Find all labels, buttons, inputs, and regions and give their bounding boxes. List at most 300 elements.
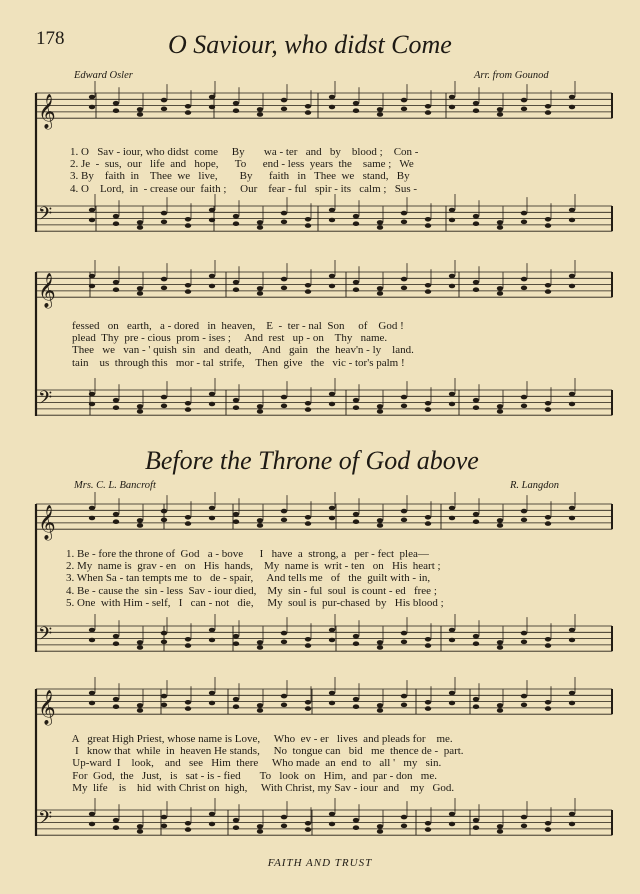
note-head bbox=[377, 645, 383, 650]
note-head bbox=[449, 701, 455, 706]
note-head bbox=[521, 98, 527, 103]
note-head bbox=[185, 407, 191, 412]
note-head bbox=[353, 634, 359, 639]
note-head bbox=[425, 407, 431, 412]
note-head bbox=[473, 214, 479, 219]
hymn-title: O Saviour, who didst Come bbox=[168, 30, 452, 59]
note-head bbox=[425, 706, 431, 711]
note-head bbox=[305, 104, 311, 109]
note-head bbox=[161, 211, 167, 216]
note-head bbox=[209, 105, 215, 110]
note-head bbox=[89, 402, 95, 407]
note-head bbox=[281, 631, 287, 636]
note-head bbox=[497, 409, 503, 414]
note-head bbox=[257, 404, 263, 409]
note-head bbox=[281, 395, 287, 400]
note-head bbox=[569, 812, 575, 817]
note-head bbox=[113, 101, 119, 106]
note-head bbox=[569, 628, 575, 633]
note-head bbox=[257, 829, 263, 834]
note-head bbox=[89, 812, 95, 817]
note-head bbox=[329, 516, 335, 521]
note-head bbox=[113, 398, 119, 403]
note-head bbox=[137, 409, 143, 414]
note-head bbox=[233, 825, 239, 830]
note-head bbox=[497, 518, 503, 523]
note-head bbox=[113, 280, 119, 285]
note-head bbox=[305, 821, 311, 826]
lyrics-block: A great High Priest, whose name is Love, Who ev - er lives and pleads for me. I know that while in heaven He stands, No tongue can bid me thence de - part. Up-ward I look, and see Him there Who made an end to all ' my sin. For God, the Just, is sat - is - fied To look on Him, and par - don me. My life is hid with Christ on high, With Christ, my Sav - iour and my God. bbox=[71, 733, 464, 794]
note-head bbox=[257, 286, 263, 291]
note-head bbox=[113, 214, 119, 219]
note-head bbox=[89, 274, 95, 279]
note-head bbox=[137, 286, 143, 291]
note-head bbox=[569, 392, 575, 397]
note-head bbox=[281, 98, 287, 103]
note-head bbox=[281, 107, 287, 112]
note-head bbox=[281, 518, 287, 523]
note-head bbox=[113, 818, 119, 823]
note-head bbox=[281, 703, 287, 708]
note-head bbox=[89, 506, 95, 511]
page-footer: FAITH AND TRUST bbox=[267, 857, 373, 869]
note-head bbox=[89, 208, 95, 213]
note-head bbox=[185, 706, 191, 711]
note-head bbox=[305, 401, 311, 406]
note-head bbox=[329, 392, 335, 397]
note-head bbox=[161, 98, 167, 103]
note-head bbox=[353, 697, 359, 702]
note-head bbox=[305, 289, 311, 294]
note-head bbox=[305, 283, 311, 288]
note-head bbox=[521, 631, 527, 636]
note-head bbox=[281, 815, 287, 820]
note-head bbox=[569, 208, 575, 213]
note-head bbox=[209, 701, 215, 706]
note-head bbox=[497, 824, 503, 829]
note-head bbox=[161, 815, 167, 820]
lyrics-block: 1. Be - fore the throne of God a - bove I have a strong, a per - fect plea— 2. My name is grav - en on His hands, My name is writ - ten on His heart ; 3. When Sa - tan tempts me to de - spair, And tells me of the guilt with - in, 4. Be - cause the sin - less Sav - iour died, My sin - ful soul is count - ed free ; 5. One with Him - self, I can - not die, My soul is pur-chased by His blood ; bbox=[66, 548, 444, 609]
note-head bbox=[185, 521, 191, 526]
note-head bbox=[425, 821, 431, 826]
note-head bbox=[185, 104, 191, 109]
note-head bbox=[89, 822, 95, 827]
note-head bbox=[257, 523, 263, 528]
note-head bbox=[233, 641, 239, 646]
note-head bbox=[497, 286, 503, 291]
hymn-composer: Arr. from Gounod bbox=[474, 70, 549, 81]
note-head bbox=[497, 225, 503, 230]
note-head bbox=[281, 640, 287, 645]
note-head bbox=[185, 217, 191, 222]
note-head bbox=[209, 691, 215, 696]
treble-clef-icon: 𝄞 bbox=[38, 505, 56, 541]
note-head bbox=[425, 289, 431, 294]
note-head bbox=[161, 107, 167, 112]
note-head bbox=[497, 220, 503, 225]
note-head bbox=[161, 509, 167, 514]
note-head bbox=[473, 101, 479, 106]
note-head bbox=[473, 405, 479, 410]
note-head bbox=[257, 107, 263, 112]
note-head bbox=[377, 107, 383, 112]
note-head bbox=[473, 818, 479, 823]
note-head bbox=[233, 519, 239, 524]
note-head bbox=[161, 703, 167, 708]
note-head bbox=[209, 208, 215, 213]
note-head bbox=[89, 105, 95, 110]
note-head bbox=[353, 405, 359, 410]
note-head bbox=[401, 815, 407, 820]
note-head bbox=[521, 703, 527, 708]
note-head bbox=[89, 284, 95, 289]
note-head bbox=[233, 697, 239, 702]
lyrics-block: 1. O Sav - iour, who didst come By wa - ter and by blood ; Con - 2. Je - sus, our life and hope, To end - less years the same ; We 3. By faith in Thee we live, By faith in Thee we stand, By 4. O Lord, in - crease our faith ; Our fear - ful spir - its calm ; Sus - bbox=[70, 146, 419, 195]
note-head bbox=[377, 225, 383, 230]
note-head bbox=[473, 704, 479, 709]
note-head bbox=[89, 628, 95, 633]
note-head bbox=[185, 223, 191, 228]
note-head bbox=[401, 277, 407, 282]
note-head bbox=[569, 516, 575, 521]
note-head bbox=[353, 519, 359, 524]
note-head bbox=[329, 274, 335, 279]
note-head bbox=[353, 101, 359, 106]
note-head bbox=[209, 274, 215, 279]
note-head bbox=[89, 392, 95, 397]
note-head bbox=[329, 218, 335, 223]
note-head bbox=[521, 220, 527, 225]
note-head bbox=[377, 640, 383, 645]
note-head bbox=[257, 824, 263, 829]
note-head bbox=[233, 101, 239, 106]
note-head bbox=[425, 401, 431, 406]
note-head bbox=[497, 640, 503, 645]
note-head bbox=[209, 218, 215, 223]
note-head bbox=[161, 824, 167, 829]
note-head bbox=[497, 645, 503, 650]
note-head bbox=[209, 284, 215, 289]
note-head bbox=[137, 225, 143, 230]
note-head bbox=[569, 822, 575, 827]
note-head bbox=[257, 518, 263, 523]
note-head bbox=[113, 221, 119, 226]
note-head bbox=[281, 211, 287, 216]
note-head bbox=[257, 409, 263, 414]
note-head bbox=[233, 214, 239, 219]
note-head bbox=[425, 700, 431, 705]
note-head bbox=[377, 291, 383, 296]
note-head bbox=[521, 509, 527, 514]
note-head bbox=[305, 700, 311, 705]
note-head bbox=[497, 291, 503, 296]
note-head bbox=[353, 287, 359, 292]
note-head bbox=[185, 700, 191, 705]
hymn-author: Edward Osler bbox=[74, 70, 133, 81]
note-head bbox=[329, 822, 335, 827]
note-head bbox=[89, 638, 95, 643]
note-head bbox=[545, 700, 551, 705]
note-head bbox=[233, 221, 239, 226]
note-head bbox=[473, 519, 479, 524]
note-head bbox=[185, 515, 191, 520]
note-head bbox=[305, 515, 311, 520]
note-head bbox=[305, 217, 311, 222]
note-head bbox=[377, 409, 383, 414]
note-head bbox=[89, 516, 95, 521]
note-head bbox=[497, 708, 503, 713]
note-head bbox=[569, 218, 575, 223]
note-head bbox=[521, 694, 527, 699]
note-head bbox=[449, 812, 455, 817]
note-head bbox=[209, 516, 215, 521]
note-head bbox=[257, 112, 263, 117]
note-head bbox=[449, 638, 455, 643]
note-head bbox=[233, 108, 239, 113]
note-head bbox=[569, 506, 575, 511]
note-head bbox=[449, 284, 455, 289]
note-head bbox=[161, 694, 167, 699]
note-head bbox=[209, 628, 215, 633]
note-head bbox=[401, 286, 407, 291]
note-head bbox=[545, 637, 551, 642]
note-head bbox=[281, 694, 287, 699]
bass-clef-icon: 𝄢 bbox=[38, 204, 53, 229]
note-head bbox=[209, 638, 215, 643]
note-head bbox=[329, 638, 335, 643]
note-head bbox=[257, 703, 263, 708]
note-head bbox=[305, 827, 311, 832]
note-head bbox=[113, 108, 119, 113]
note-head bbox=[401, 395, 407, 400]
note-head bbox=[449, 95, 455, 100]
note-head bbox=[137, 708, 143, 713]
note-head bbox=[161, 640, 167, 645]
note-head bbox=[401, 211, 407, 216]
note-head bbox=[377, 286, 383, 291]
note-head bbox=[377, 112, 383, 117]
note-head bbox=[401, 107, 407, 112]
note-head bbox=[305, 223, 311, 228]
note-head bbox=[473, 398, 479, 403]
note-head bbox=[185, 821, 191, 826]
note-head bbox=[449, 628, 455, 633]
note-head bbox=[449, 402, 455, 407]
note-head bbox=[353, 280, 359, 285]
note-head bbox=[545, 706, 551, 711]
note-head bbox=[305, 706, 311, 711]
note-head bbox=[329, 812, 335, 817]
note-head bbox=[233, 512, 239, 517]
lyrics-block: fessed on earth, a - dored in heaven, E - ter - nal Son of God ! plead Thy pre - cious prom - ises ; And rest up - on Thy name. Thee we van - ' quish sin and death, And gain the heav'n - ly land. tain us through this mor - tal strife, Then give the vic - tor's palm ! bbox=[72, 320, 414, 369]
note-head bbox=[401, 220, 407, 225]
note-head bbox=[185, 643, 191, 648]
note-head bbox=[401, 640, 407, 645]
note-head bbox=[161, 518, 167, 523]
note-head bbox=[425, 110, 431, 115]
note-head bbox=[353, 704, 359, 709]
note-head bbox=[353, 825, 359, 830]
note-head bbox=[545, 821, 551, 826]
note-head bbox=[113, 704, 119, 709]
note-head bbox=[161, 277, 167, 282]
note-head bbox=[473, 221, 479, 226]
note-head bbox=[521, 211, 527, 216]
note-head bbox=[329, 628, 335, 633]
note-head bbox=[281, 286, 287, 291]
note-head bbox=[233, 405, 239, 410]
note-head bbox=[449, 218, 455, 223]
note-head bbox=[521, 824, 527, 829]
note-head bbox=[89, 691, 95, 696]
note-head bbox=[569, 274, 575, 279]
note-head bbox=[473, 108, 479, 113]
note-head bbox=[329, 506, 335, 511]
note-head bbox=[545, 401, 551, 406]
note-head bbox=[329, 95, 335, 100]
note-head bbox=[185, 637, 191, 642]
note-head bbox=[137, 291, 143, 296]
note-head bbox=[353, 221, 359, 226]
note-head bbox=[497, 703, 503, 708]
note-head bbox=[545, 643, 551, 648]
note-head bbox=[305, 110, 311, 115]
note-head bbox=[449, 822, 455, 827]
note-head bbox=[401, 824, 407, 829]
note-head bbox=[545, 521, 551, 526]
note-head bbox=[161, 286, 167, 291]
note-head bbox=[497, 829, 503, 834]
note-head bbox=[449, 691, 455, 696]
note-head bbox=[569, 284, 575, 289]
note-head bbox=[329, 701, 335, 706]
treble-clef-icon: 𝄞 bbox=[38, 690, 56, 726]
note-head bbox=[305, 521, 311, 526]
note-head bbox=[425, 104, 431, 109]
note-head bbox=[545, 223, 551, 228]
note-head bbox=[89, 95, 95, 100]
treble-clef-icon: 𝄞 bbox=[38, 94, 56, 130]
note-head bbox=[449, 516, 455, 521]
note-head bbox=[425, 223, 431, 228]
note-head bbox=[137, 645, 143, 650]
note-head bbox=[281, 404, 287, 409]
note-head bbox=[401, 98, 407, 103]
note-head bbox=[185, 827, 191, 832]
note-head bbox=[425, 637, 431, 642]
note-head bbox=[425, 643, 431, 648]
note-head bbox=[209, 812, 215, 817]
note-head bbox=[233, 704, 239, 709]
note-head bbox=[137, 518, 143, 523]
note-head bbox=[377, 703, 383, 708]
note-head bbox=[425, 283, 431, 288]
note-head bbox=[281, 824, 287, 829]
treble-clef-icon: 𝄞 bbox=[38, 273, 56, 309]
note-head bbox=[329, 402, 335, 407]
note-head bbox=[233, 287, 239, 292]
note-head bbox=[569, 95, 575, 100]
note-head bbox=[257, 640, 263, 645]
note-head bbox=[137, 404, 143, 409]
note-head bbox=[209, 506, 215, 511]
note-head bbox=[137, 703, 143, 708]
note-head bbox=[521, 404, 527, 409]
note-head bbox=[401, 518, 407, 523]
note-head bbox=[113, 512, 119, 517]
note-head bbox=[305, 407, 311, 412]
note-head bbox=[233, 398, 239, 403]
note-head bbox=[113, 519, 119, 524]
note-head bbox=[257, 225, 263, 230]
note-head bbox=[401, 404, 407, 409]
note-head bbox=[449, 208, 455, 213]
note-head bbox=[353, 398, 359, 403]
note-head bbox=[233, 818, 239, 823]
note-head bbox=[137, 523, 143, 528]
note-head bbox=[569, 701, 575, 706]
note-head bbox=[449, 392, 455, 397]
note-head bbox=[113, 697, 119, 702]
note-head bbox=[137, 107, 143, 112]
bass-clef-icon: 𝄢 bbox=[38, 808, 53, 833]
note-head bbox=[329, 208, 335, 213]
note-head bbox=[353, 512, 359, 517]
note-head bbox=[401, 631, 407, 636]
note-head bbox=[473, 280, 479, 285]
note-head bbox=[233, 280, 239, 285]
note-head bbox=[521, 107, 527, 112]
note-head bbox=[377, 829, 383, 834]
note-head bbox=[377, 523, 383, 528]
note-head bbox=[113, 405, 119, 410]
note-head bbox=[377, 518, 383, 523]
note-head bbox=[281, 220, 287, 225]
note-head bbox=[545, 515, 551, 520]
note-head bbox=[257, 645, 263, 650]
hymn-composer: R. Langdon bbox=[510, 480, 560, 491]
note-head bbox=[521, 518, 527, 523]
note-head bbox=[377, 708, 383, 713]
page-number: 178 bbox=[36, 28, 65, 49]
note-head bbox=[497, 404, 503, 409]
note-head bbox=[281, 509, 287, 514]
note-head bbox=[161, 220, 167, 225]
note-head bbox=[257, 220, 263, 225]
note-head bbox=[209, 95, 215, 100]
note-head bbox=[545, 407, 551, 412]
note-head bbox=[113, 634, 119, 639]
note-head bbox=[281, 277, 287, 282]
note-head bbox=[545, 104, 551, 109]
note-head bbox=[449, 274, 455, 279]
note-head bbox=[353, 108, 359, 113]
note-head bbox=[521, 395, 527, 400]
note-head bbox=[449, 506, 455, 511]
note-head bbox=[401, 694, 407, 699]
note-head bbox=[113, 641, 119, 646]
note-head bbox=[257, 291, 263, 296]
note-head bbox=[257, 708, 263, 713]
note-head bbox=[329, 691, 335, 696]
note-head bbox=[545, 289, 551, 294]
note-head bbox=[353, 641, 359, 646]
note-head bbox=[353, 818, 359, 823]
bass-clef-icon: 𝄢 bbox=[38, 388, 53, 413]
note-head bbox=[473, 641, 479, 646]
note-head bbox=[113, 287, 119, 292]
note-head bbox=[497, 523, 503, 528]
